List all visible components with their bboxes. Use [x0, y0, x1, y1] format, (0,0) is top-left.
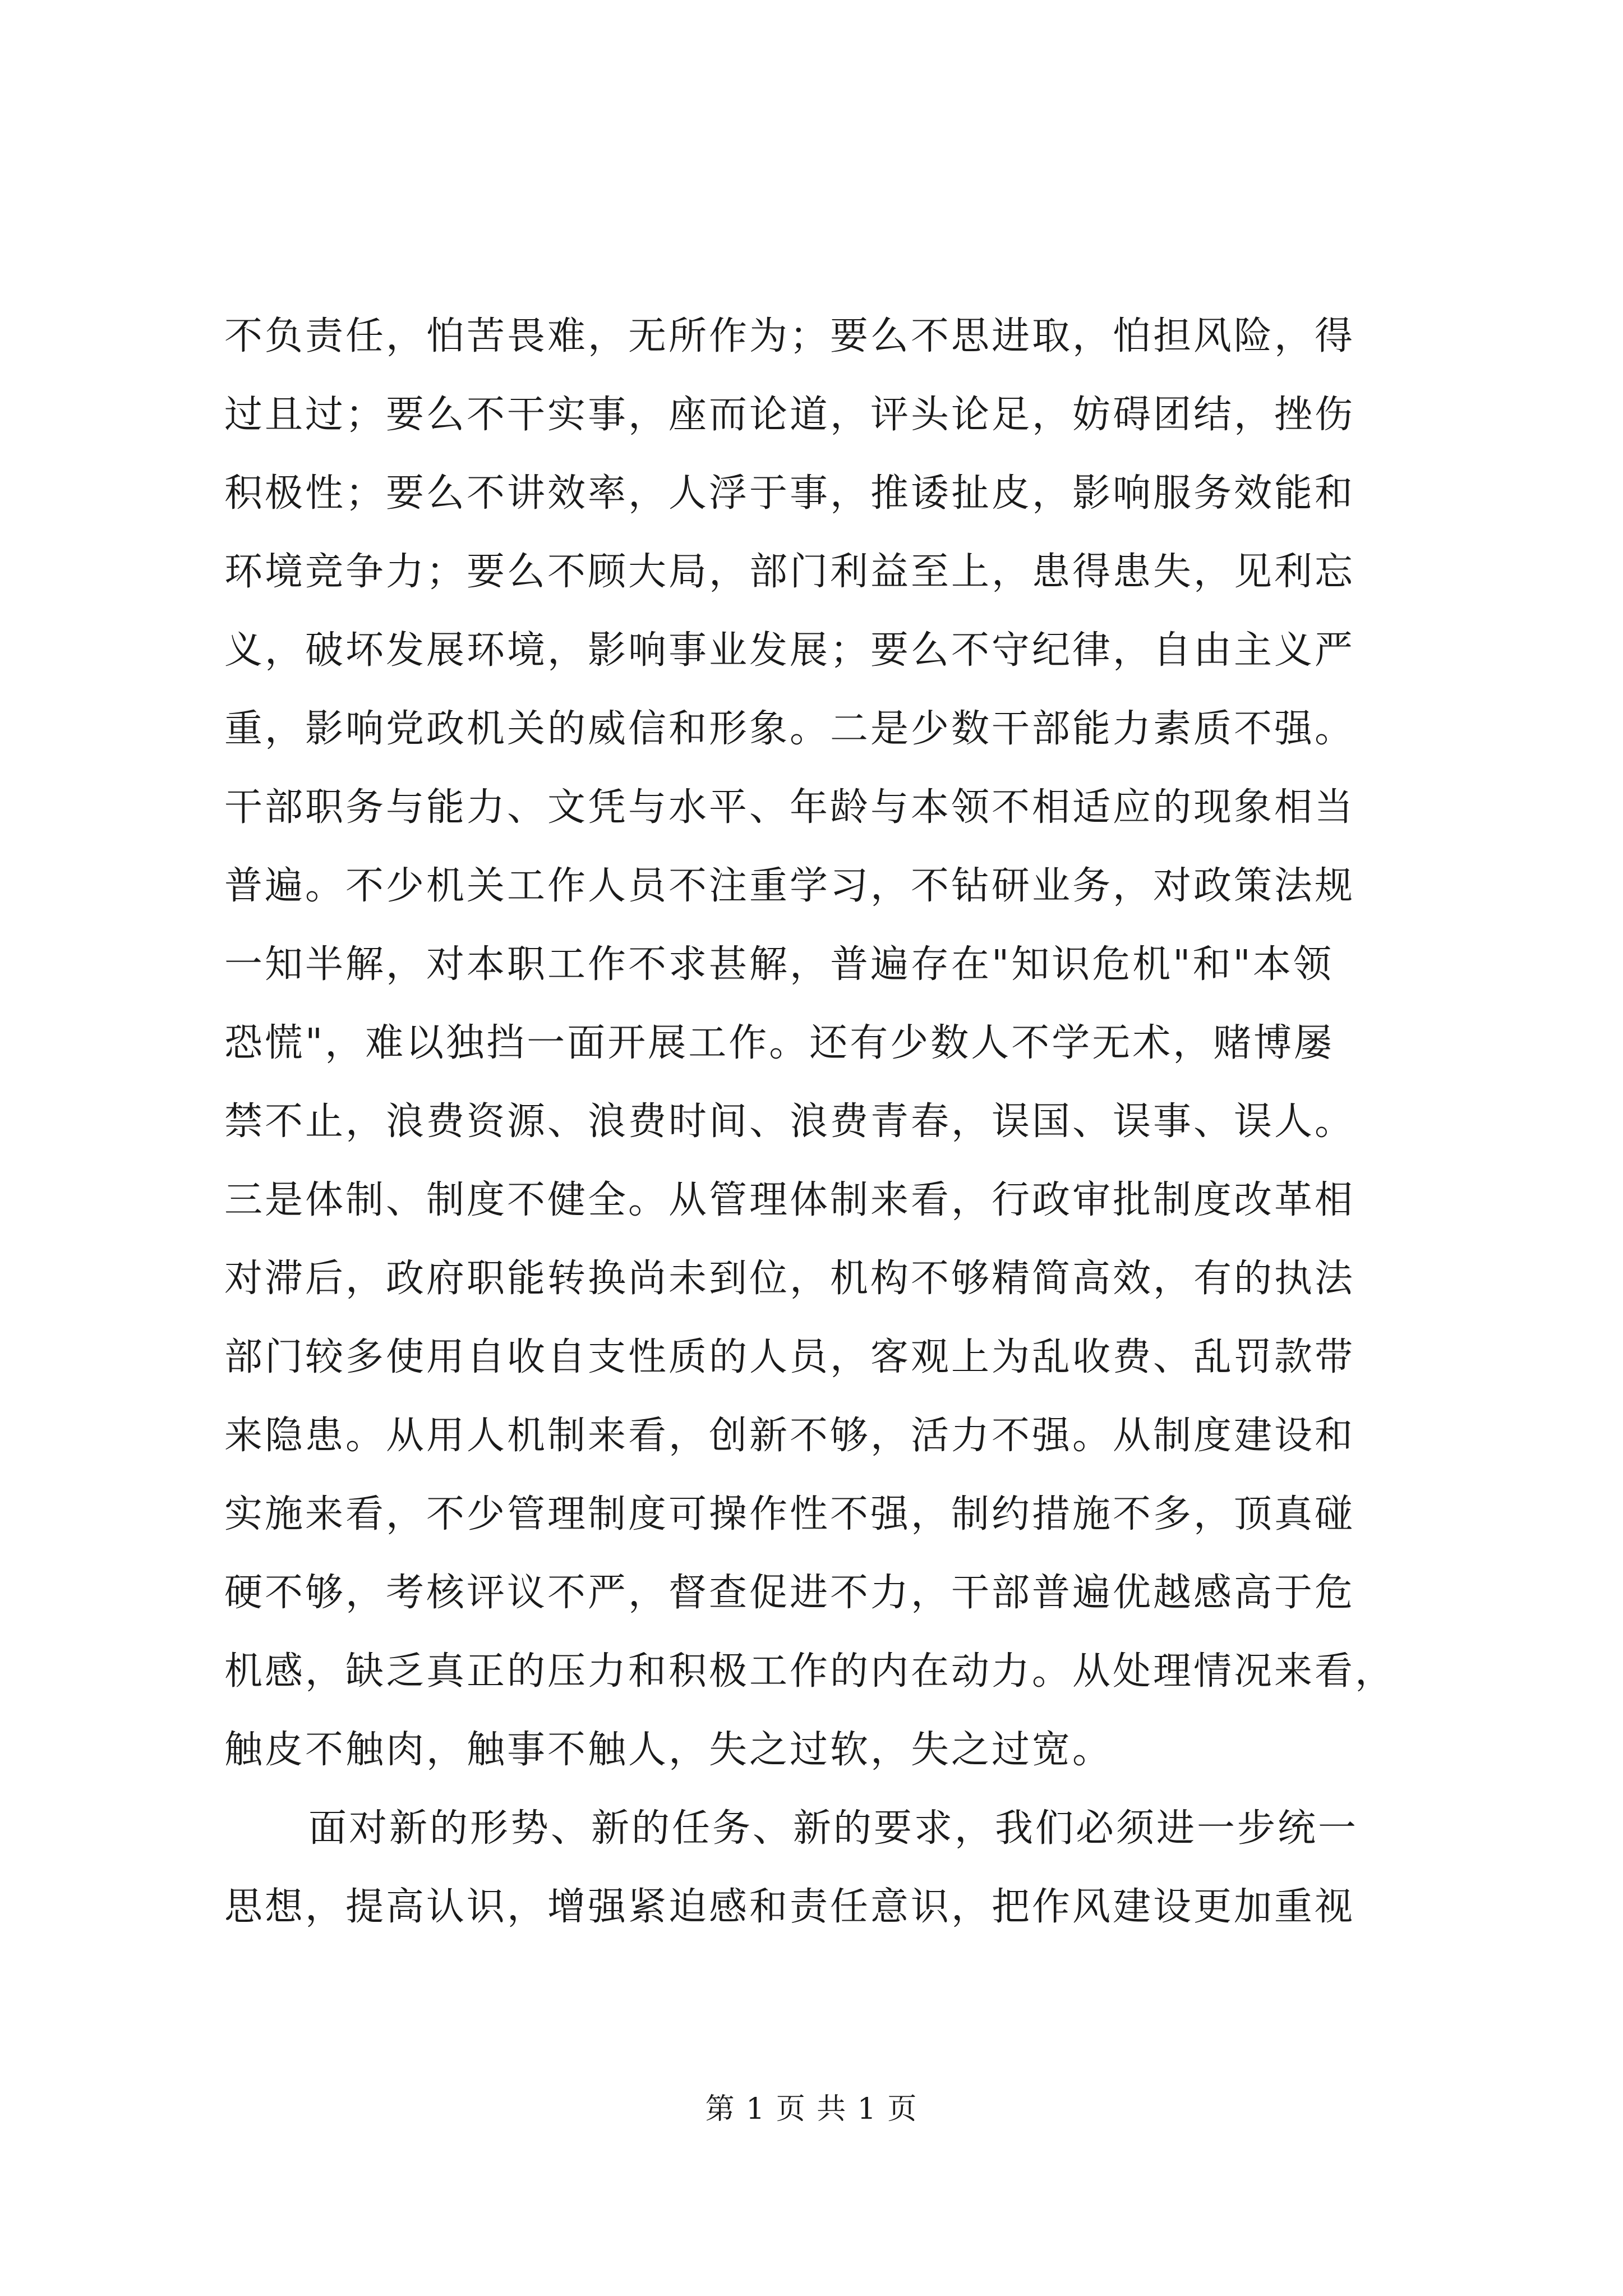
text-line: 重，影响党政机关的威信和形象。二是少数干部能力素质不强。	[224, 707, 1355, 751]
document-body	[224, 297, 1424, 1947]
text-line: 思想，提高认识，增强紧迫感和责任意识，把作风建设更加重视	[224, 1885, 1355, 1929]
text-line: 一知半解，对本职工作不求甚解，普遍存在"知识危机"和"本领	[224, 942, 1334, 987]
text-line: 过且过；要么不干实事，座而论道，评头论足，妨碍团结，挫伤	[224, 393, 1355, 437]
text-line: 触皮不触肉，触事不触人，失之过软，失之过宽。	[224, 1728, 1113, 1772]
text-line: 义，破坏发展环境，影响事业发展；要么不守纪律，自由主义严	[224, 628, 1355, 673]
page-number-footer: 第 1 页 共 1 页	[705, 2092, 918, 2126]
text-line: 恐慌"，难以独挡一面开展工作。还有少数人不学无术，赌博屡	[224, 1021, 1335, 1065]
text-line: 对滞后，政府职能转换尚未到位，机构不够精简高效，有的执法	[224, 1257, 1355, 1301]
text-line: 禁不止，浪费资源、浪费时间、浪费青春，误国、误事、误人。	[224, 1099, 1355, 1144]
paragraph-first-line: 面对新的形势、新的任务、新的要求，我们必须进一步统一	[308, 1806, 1359, 1851]
text-line: 机感，缺乏真正的压力和积极工作的内在动力。从处理情况来看，	[224, 1649, 1396, 1694]
text-line: 部门较多使用自收自支性质的人员，客观上为乱收费、乱罚款带	[224, 1335, 1355, 1379]
text-line: 普遍。不少机关工作人员不注重学习，不钻研业务，对政策法规	[224, 864, 1355, 908]
text-line: 实施来看，不少管理制度可操作性不强，制约措施不多，顶真碰	[224, 1492, 1355, 1536]
text-line: 干部职务与能力、文凭与水平、年龄与本领不相适应的现象相当	[224, 785, 1355, 830]
text-line: 环境竞争力；要么不顾大局，部门利益至上，患得患失，见利忘	[224, 550, 1355, 594]
text-line: 来隐患。从用人机制来看，创新不够，活力不强。从制度建设和	[224, 1414, 1355, 1458]
text-line: 不负责任，怕苦畏难，无所作为；要么不思进取，怕担风险，得	[224, 314, 1355, 358]
text-line: 三是体制、制度不健全。从管理体制来看，行政审批制度改革相	[224, 1178, 1355, 1222]
text-line: 积极性；要么不讲效率，人浮于事，推诿扯皮，影响服务效能和	[224, 471, 1355, 516]
text-line: 硬不够，考核评议不严，督查促进不力，干部普遍优越感高于危	[224, 1571, 1355, 1615]
